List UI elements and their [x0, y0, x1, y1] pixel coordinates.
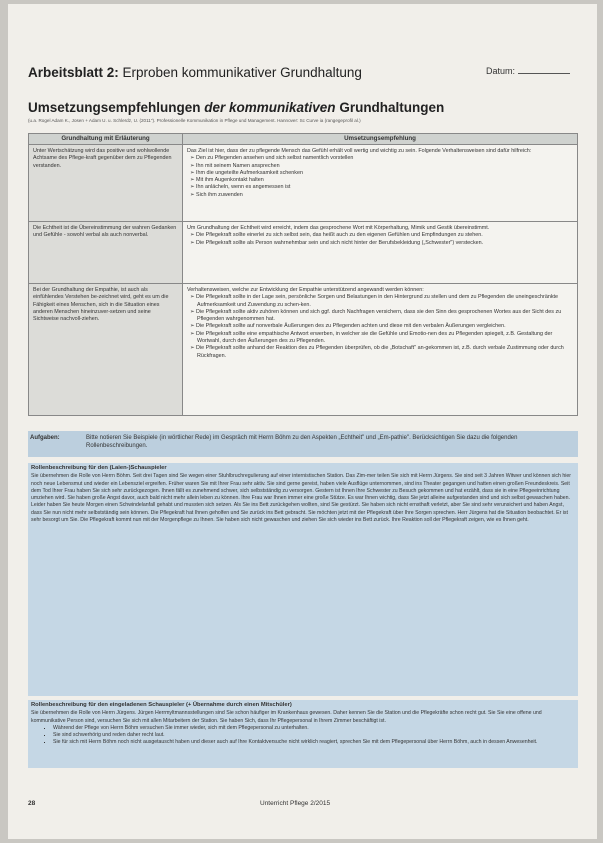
recommendations-table: [28, 133, 578, 416]
role-heading: Rollenbeschreibung für den (Laien-)Schauspieler: [31, 465, 167, 471]
date-label: Datum:: [485, 66, 515, 76]
list-item: ➢ Die Pflegekraft sollte als Person wahrnehmbar sein und sich nicht hinter der Berufsbekleidung („Schwester") verstecken.: [187, 240, 573, 247]
role-text: Sie übernehmen die Rolle von Herrn Jürgens. Jürgen Herrmyltmannsstellungen sind Sie schon häufiger im Krankenhaus gewesen. Daher kennen Sie die Station und die Pflegekräfte schon recht gut. Sie Sie eine offene und kommunikative Person sind, versuchen Sie sich mit allen Mitarbeitern der Station. Sie haben Sich, dass Ihr Pflegepersonal in Ihrem Zimmer beschäftigt ist.: [31, 710, 542, 724]
title-bold: Arbeitsblatt 2:: [28, 65, 119, 80]
list-item: ➢ Die Pflegekraft sollte einerlei zu sich selbst sein, das heißt auch zu den eigenen Gefühlen und Empfindungen zu stehen.: [187, 232, 573, 239]
role-heading: Rollenbeschreibung für den eingeladenen Schauspieler (+ Übernahme durch einen Mitschüler): [31, 702, 292, 708]
table-row: [29, 145, 578, 222]
row-right-cell: [183, 284, 578, 416]
list-item: ▪ Während der Pflege von Herrn Böhm versuchen Sie immer wieder, sich mit dem Pflegepersonal zu unterhalten.: [53, 725, 575, 732]
subtitle-part1: Umsetzungsempfehlungen: [28, 100, 205, 115]
task-label: Aufgaben:: [30, 435, 60, 441]
role-box-laienschauspieler: [28, 463, 578, 696]
list-item: ➢ Den zu Pflegenden ansehen und sich selbst namentlich vorstellen: [187, 155, 573, 162]
subtitle-part3: Grundhaltungen: [335, 100, 445, 115]
date-field: [486, 66, 570, 76]
page-number: 28: [28, 800, 36, 807]
list-item: ➢ Ihn mit seinem Namen ansprechen: [187, 163, 573, 170]
list-item: ➢ Ihn anlächeln, wenn es angemessen ist: [187, 184, 573, 191]
worksheet-title: [28, 65, 362, 80]
list-item: ➢ Ihm die ungeteilte Aufmerksamkeit schenken: [187, 170, 573, 177]
role-bullet-list: [31, 725, 575, 747]
table-row: [29, 284, 578, 416]
row-intro: Das Ziel ist hier, dass der zu pflegende Mensch das Gefühl erhält voll wertig und wichtig zu sein. Folgende Verhaltensweisen sind dafür hilfreich:: [187, 148, 532, 154]
list-item: ▪ Sie sind schwerhörig und reden daher recht laut.: [53, 732, 575, 739]
title-row: [28, 64, 576, 80]
table-header-row: [29, 134, 578, 145]
row-right-cell: [183, 222, 578, 284]
row-right-cell: [183, 145, 578, 222]
row-left-text: Unter Wertschätzung wird das positive und wohlwollende Achtsame des Pflege-kraft gegenüber dem zu Pflegenden verstanden.: [29, 145, 183, 222]
row-left-text: Die Echtheit ist die Übereinstimmung der wahren Gedanken und Gefühle - sowohl verbal als auch nonverbal.: [29, 222, 183, 284]
list-item: ➢ Die Pflegekraft sollte auf nonverbale Äußerungen des zu Pflegenden achten und diese mit den verbalen Äußerungen vergleichen.: [187, 323, 573, 330]
section-subtitle: [28, 100, 444, 115]
list-item: ➢ Mit ihm Augenkontakt halten: [187, 177, 573, 184]
task-text: Bitte notieren Sie Beispiele (in wörtlicher Rede) im Gespräch mit Herrn Böhm zu den Aspekten „Echtheit" und „Em-pathie". Berücksichtigen Sie dazu die folgenden Rollenbeschreibungen.: [86, 435, 518, 449]
table-header-col2: Umsetzungsempfehlung: [183, 134, 578, 145]
list-item: ➢ Die Pflegekraft sollte in der Lage sein, persönliche Sorgen und Belastungen in den Hintergrund zu stellen und dem zu Pflegenden die uneingeschränkte Aufmerksamkeit und Zuwendung zu schen-ken.: [187, 294, 573, 309]
source-citation: (u.a. Rogel Adam K., Josen + Adam U. u. Schlerdz, U. (2011"). Professionelle Kommunikation in Pflege und Management. Hannover: Sc Curve ia (rangegeprofil al.): [28, 118, 361, 123]
row-intro: Verhaltensweisen, welche zur Entwicklung der Empathie unterstützend angewandt werden können:: [187, 287, 424, 293]
list-item: ▪ Sie für sich mit Herrn Böhm noch nicht ausgetauscht haben und dieser auch auf Ihre Kontaktversuche nicht wirklich reagiert, sprechen Sie mit dem Pflegepersonal über Herrn Böhm, auch in dessen Anwesenheit.: [53, 739, 575, 746]
table-row: [29, 222, 578, 284]
role-box-schauspieler: [28, 700, 578, 768]
role-text-wrapper: [28, 710, 578, 748]
list-item: ➢ Die Pflegekraft sollte aktiv zuhören können und sich ggf. durch Nachfragen versichern, dass sie den Sinn des gesprochenen Wortes aus der Sicht des zu Pflegenden wahrgenommen hat.: [187, 309, 573, 324]
row-left-text: Bei der Grundhaltung der Empathie, ist auch als einfühlendes Verstehen be-zeichnet wird, geht es um die Fähigkeit eines Menschen, sich in die Situation eines anderen Menschen hineinzuver-setzen und seine Sichtweise nachvoll-ziehen.: [29, 284, 183, 416]
list-item: ➢ Sich ihm zuwenden: [187, 192, 573, 199]
title-rest: Erproben kommunikativer Grundhaltung: [118, 65, 362, 80]
subtitle-part2: der kommunikativen: [204, 100, 336, 115]
table-header-col1: Grundhaltung mit Erläuterung: [29, 134, 183, 145]
date-line: [518, 73, 570, 74]
row-intro: Um Grundhaltung der Echtheit wird erreicht, indem das gesprochene Wort mit Körperhaltung, Mimik und Gestik übereinstimmt.: [187, 225, 490, 231]
list-item: ➢ Die Pflegekraft sollte eine empathische Antwort erwerben, in welcher sie die Gefühle und Emotio-nen des zu Pflegenden spiegelt, z.B. Gestaltung der Wortwahl, durch den Äußerungen des zu Pflegenden.: [187, 331, 573, 346]
task-box: [28, 431, 578, 457]
role-text: Sie übernehmen die Rolle von Herrn Böhm. Seit drei Tagen sind Sie wegen einer Stuhlbruchregulierung auf einer internistischen Station. Das Zim-mer teilen Sie sich mit Herrn Jürgens. Sie sind seit 3 Jahren Witwer und können sich hier noch neue Lebensmut und wieder ein Lebensziel ergreifen. Früher waren Sie mit Ihrer Frau sehr aktiv. Sie sind gerne gereist, haben viele Ausflüge unternommen, sind ins Theater gegangen und hatten einen großen Freundeskreis. Seit dem Tod Ihrer Frau haben Sie sich sehr zurückgezogen. Ihnen fällt es zunehmend schwer, sich selbstständig zu versorgen. Gestern ist Ihnen Ihre Schwester zu Besuch gekommen und hat erzählt, dass sie in eine Pflegeeinrichtung umziehen wird. Sie haben große Angst davor, auch bald nicht mehr allein leben zu können. Ihre Frau war Ihnen immer eine große Stütze. Es war Ihnen wichtig, dass Sie jetzt alleine aufgestanden sind und sich selbst gewaschen haben. Leider haben Sie heute Morgen einen Schwindelanfall gehabt und mussten sich setzen. Als Sie ins Bett zurückgehen wollten, sind Sie gestürzt. Sie haben sich nicht ernsthaft verletzt, aber Sie sind sehr verunsichert und haben Angst, dass Sie nun nicht mehr selbstständig sein können. Die Pflegekraft hat Ihnen geholfen und Sie zurück ins Bett gebracht. Sie möchten jetzt mit der Pflegekraft über Ihre Sorgen sprechen. Herr Jürgens hat die Situation beobachtet. Er ist sehr besorgt um Sie. Die Pflegekraft kommt nun mit der Morgenpflege zu Ihnen. Sie haben sich nicht gewaschen und ziehen Sie sich wieder ins Bett zurück. Ihre Reaktion soll der Pflegekraft zeigen, wie es Ihnen geht.: [31, 473, 571, 524]
journal-name: Unterricht Pflege 2/2015: [260, 800, 331, 807]
list-item: ➢ Die Pflegekraft sollte anhand der Reaktion des zu Pflegenden überprüfen, ob die „Botschaft" an-gekommen ist, z.B. durch verbale Zustimmung oder durch Rückfragen.: [187, 345, 573, 360]
